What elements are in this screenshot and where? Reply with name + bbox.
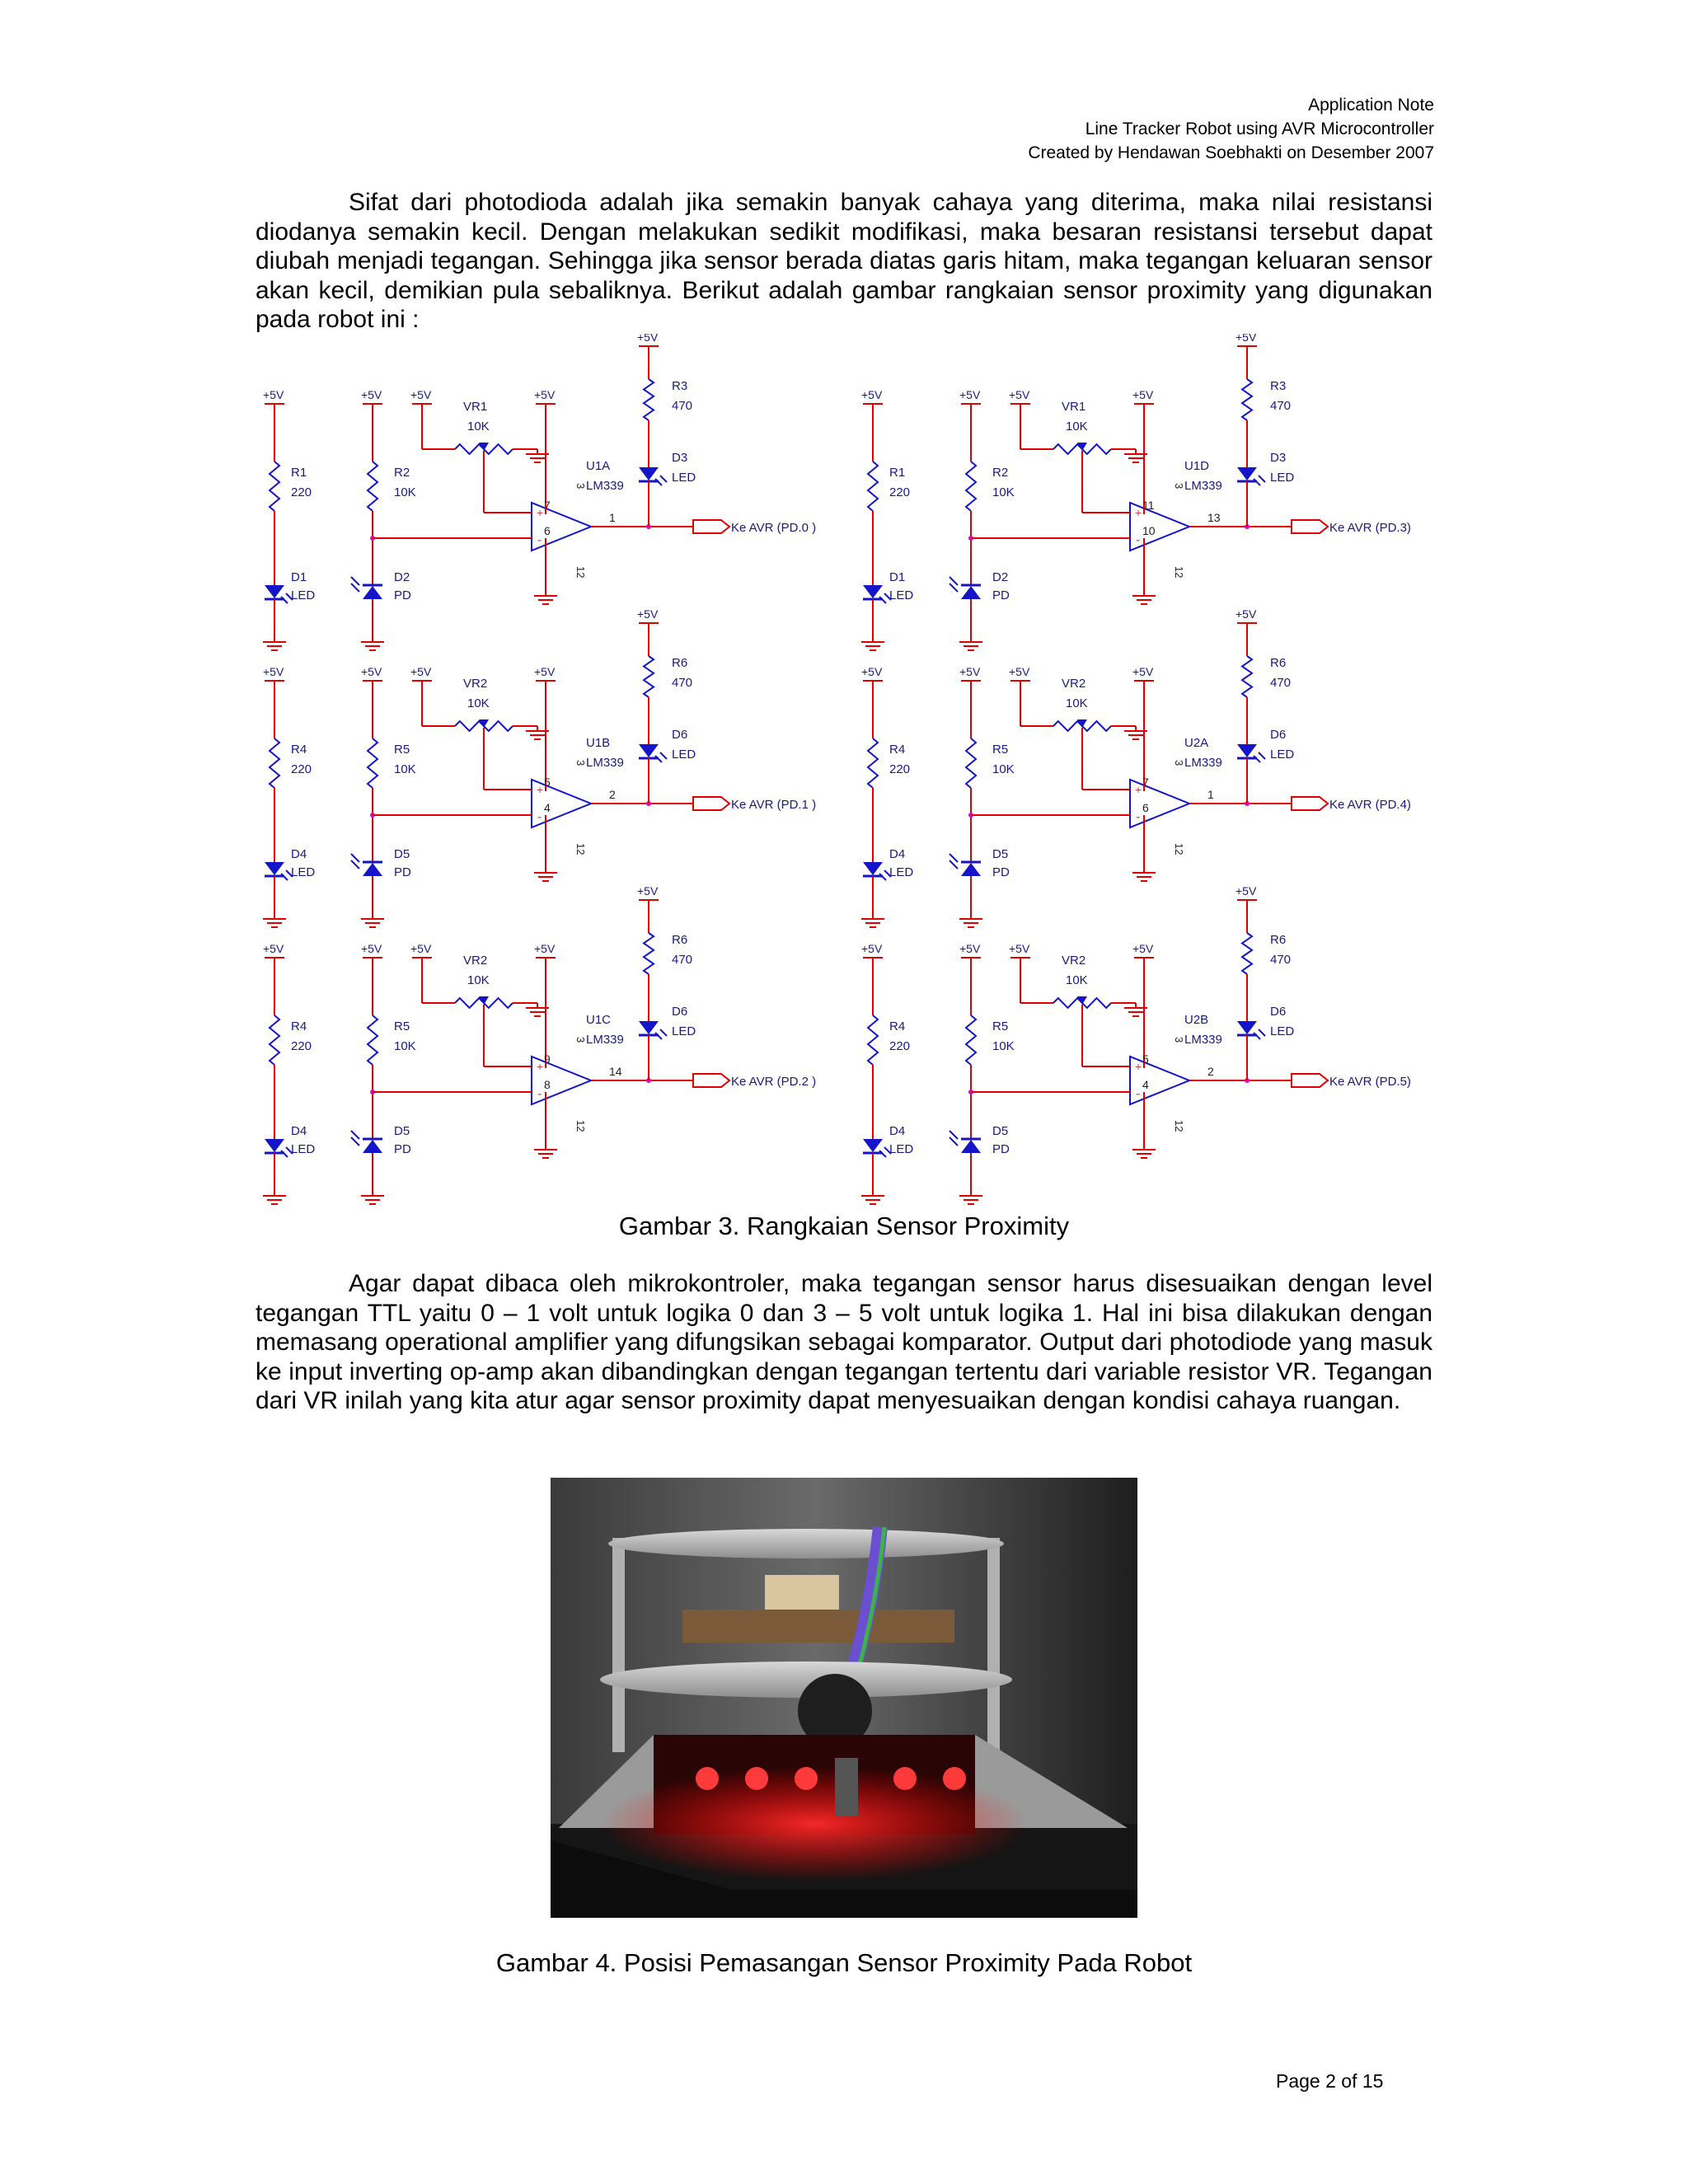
pin-vcc: 3 — [1173, 483, 1185, 490]
resistor-label: R3 — [672, 379, 688, 393]
resistor-icon — [1242, 656, 1252, 697]
led-label: D6 — [672, 1005, 688, 1019]
supply-label: +5V — [534, 388, 556, 401]
supply-label: +5V — [263, 665, 284, 678]
plus-sign: + — [1135, 506, 1142, 519]
resistor-value: 10K — [394, 1039, 416, 1053]
led-value: LED — [672, 1024, 696, 1038]
photodiode-icon-rays — [950, 577, 958, 592]
output-port-icon — [1292, 520, 1328, 533]
resistor-value: 220 — [291, 762, 312, 776]
supply-label: +5V — [263, 388, 284, 401]
figure-3-caption: Gambar 3. Rangkaian Sensor Proximity — [618, 1212, 1070, 1240]
resistor-label: R3 — [1270, 379, 1287, 393]
supply-label: +5V — [1236, 607, 1257, 621]
led-value: LED — [291, 588, 316, 602]
paragraph-comparator: Agar dapat dibaca oleh mikrokontroler, maka tegangan sensor harus disesuaikan dengan level tegangan TTL yaitu 0 – 1 volt untuk logika 0 dan 3 – 5 volt untuk logika 1. Hal ini bisa dilakukan dengan memasang operational amplifier yang difungsikan sebagai komparator. Output dari photodiode yang masuk ke input inverting op-amp akan dibandingkan dengan tegangan tertentu dari variable resistor VR. Tegangan dari VR inilah yang kita atur agar sensor proximity dapat menyesuaikan dengan kondisi cahaya ruangan. — [256, 1270, 1432, 1415]
resistor-value: 470 — [1270, 399, 1292, 413]
resistor-label: R1 — [291, 466, 307, 480]
supply-label: +5V — [1009, 942, 1030, 955]
photodiode-value: PD — [992, 588, 1010, 602]
output-label: Ke AVR (PD.5) — [1329, 1075, 1411, 1089]
photodiode-label: D5 — [992, 847, 1009, 861]
resistor-label: R5 — [992, 743, 1009, 757]
photodiode-icon — [363, 863, 382, 876]
resistor-icon — [966, 1015, 976, 1065]
photodiode-label: D2 — [992, 570, 1009, 584]
pin-out: 14 — [609, 1065, 622, 1078]
plus-sign: + — [1135, 1060, 1142, 1073]
minus-sign: - — [537, 533, 542, 547]
output-label: Ke AVR (PD.0 ) — [731, 521, 817, 535]
supply-label: +5V — [1236, 884, 1257, 898]
opamp-label: U2A — [1184, 736, 1209, 750]
resistor-icon — [368, 738, 377, 788]
led-label: D1 — [889, 570, 906, 584]
resistor-label: R4 — [291, 1019, 307, 1033]
photodiode-icon-rays — [950, 854, 958, 869]
pin-plus: 11 — [1142, 499, 1155, 512]
pin-gnd: 12 — [574, 843, 587, 855]
resistor-value: 10K — [992, 1039, 1015, 1053]
supply-label: +5V — [361, 665, 382, 678]
potentiometer-label: VR2 — [463, 677, 488, 691]
resistor-label: R1 — [889, 466, 906, 480]
header-line-2: Line Tracker Robot using AVR Microcontroller — [1085, 120, 1434, 138]
supply-label: +5V — [1132, 388, 1154, 401]
resistor-label: R6 — [672, 656, 688, 670]
potentiometer-value: 10K — [1066, 419, 1088, 434]
potentiometer-value: 10K — [467, 696, 490, 710]
resistor-label: R4 — [889, 743, 906, 757]
pin-gnd: 12 — [574, 566, 587, 579]
plus-sign: + — [537, 783, 544, 796]
supply-label: +5V — [1009, 388, 1030, 401]
resistor-label: R2 — [992, 466, 1009, 480]
pin-out: 2 — [1207, 1065, 1214, 1078]
supply-label: +5V — [1132, 942, 1154, 955]
pin-vcc: 3 — [574, 483, 587, 490]
pin-minus: 10 — [1142, 524, 1156, 537]
resistor-value: 10K — [992, 762, 1015, 776]
pin-plus: 7 — [544, 499, 551, 512]
led-value: LED — [672, 748, 696, 762]
supply-label: +5V — [861, 942, 883, 955]
output-label: Ke AVR (PD.1 ) — [731, 798, 817, 812]
led-label: D4 — [291, 847, 307, 861]
photodiode-icon — [363, 586, 382, 599]
photodiode-icon-rays — [351, 854, 359, 869]
photodiode-label: D5 — [992, 1124, 1009, 1138]
pin-plus: 5 — [1142, 1052, 1149, 1066]
pin-vcc: 3 — [1173, 1037, 1185, 1043]
led-value: LED — [1270, 748, 1295, 762]
photodiode-value: PD — [394, 865, 411, 879]
resistor-value: 470 — [672, 676, 693, 690]
potentiometer-label: VR1 — [463, 400, 488, 414]
supply-label: +5V — [410, 665, 432, 678]
resistor-icon — [966, 738, 976, 788]
proximity-sensor-schematic — [247, 334, 1442, 1207]
photodiode-icon-rays — [351, 577, 359, 592]
plus-sign: + — [537, 506, 544, 519]
header-line-1: Application Note — [1308, 96, 1434, 115]
resistor-icon — [644, 656, 654, 697]
photodiode-icon-rays — [950, 1131, 958, 1146]
photodiode-icon-rays — [351, 1131, 359, 1146]
resistor-label: R6 — [672, 933, 688, 947]
led-label: D1 — [291, 570, 307, 584]
pin-vcc: 3 — [574, 760, 587, 766]
led-icon — [1237, 1021, 1257, 1034]
pin-out: 13 — [1207, 511, 1221, 524]
supply-label: +5V — [637, 884, 659, 898]
resistor-label: R5 — [992, 1019, 1009, 1033]
photodiode-value: PD — [394, 588, 411, 602]
led-label: D4 — [889, 847, 906, 861]
pin-minus: 6 — [544, 524, 551, 537]
led-value: LED — [889, 865, 914, 879]
resistor-value: 470 — [1270, 676, 1292, 690]
resistor-icon — [868, 1015, 878, 1065]
resistor-value: 470 — [672, 953, 693, 967]
led-icon-rays — [655, 1029, 667, 1039]
pin-out: 2 — [609, 788, 616, 801]
led-icon — [1237, 744, 1257, 757]
resistor-value: 470 — [1270, 953, 1292, 967]
resistor-label: R2 — [394, 466, 410, 480]
resistor-value: 10K — [394, 762, 416, 776]
resistor-icon — [1242, 933, 1252, 974]
header-line-3: Created by Hendawan Soebhakti on Desember 2007 — [1028, 143, 1434, 162]
pin-plus: 9 — [544, 1052, 551, 1066]
resistor-value: 220 — [889, 485, 911, 499]
plus-sign: + — [1135, 783, 1142, 796]
resistor-value: 220 — [889, 1039, 911, 1053]
supply-label: +5V — [637, 607, 659, 621]
led-label: D3 — [1270, 451, 1287, 465]
potentiometer-label: VR2 — [1062, 677, 1086, 691]
pin-plus: 7 — [1142, 776, 1149, 789]
supply-label: +5V — [263, 942, 284, 955]
opamp-type: LM339 — [1184, 756, 1222, 770]
opamp-type: LM339 — [586, 1033, 624, 1047]
pin-gnd: 12 — [1173, 843, 1185, 855]
supply-label: +5V — [410, 942, 432, 955]
supply-label: +5V — [959, 388, 981, 401]
resistor-label: R5 — [394, 1019, 410, 1033]
pin-vcc: 3 — [574, 1037, 587, 1043]
page-number: Page 2 of 15 — [1276, 2070, 1384, 2092]
pin-minus: 6 — [1142, 801, 1149, 814]
led-icon — [265, 1139, 284, 1152]
minus-sign: - — [1136, 533, 1141, 547]
supply-label: +5V — [1009, 665, 1030, 678]
led-value: LED — [672, 471, 696, 485]
led-icon-rays — [655, 752, 667, 762]
resistor-icon — [868, 738, 878, 788]
minus-sign: - — [1136, 810, 1141, 824]
pin-gnd: 12 — [574, 1120, 587, 1132]
supply-label: +5V — [637, 334, 659, 344]
minus-sign: - — [1136, 1087, 1141, 1101]
supply-label: +5V — [959, 942, 981, 955]
supply-label: +5V — [361, 942, 382, 955]
plus-sign: + — [537, 1060, 544, 1073]
led-value: LED — [1270, 471, 1295, 485]
output-port-icon — [693, 1074, 729, 1087]
pin-gnd: 12 — [1173, 566, 1185, 579]
led-value: LED — [889, 588, 914, 602]
potentiometer-value: 10K — [467, 419, 490, 434]
pin-out: 1 — [1207, 788, 1214, 801]
opamp-label: U1B — [586, 736, 611, 750]
pin-minus: 4 — [544, 801, 551, 814]
photodiode-value: PD — [992, 865, 1010, 879]
output-port-icon — [1292, 797, 1328, 810]
resistor-value: 220 — [291, 485, 312, 499]
output-label: Ke AVR (PD.4) — [1329, 798, 1411, 812]
photodiode-label: D5 — [394, 1124, 410, 1138]
supply-label: +5V — [410, 388, 432, 401]
led-label: D6 — [672, 728, 688, 742]
photodiode-icon — [961, 863, 981, 876]
resistor-label: R6 — [1270, 656, 1287, 670]
resistor-value: 470 — [672, 399, 693, 413]
minus-sign: - — [537, 810, 542, 824]
resistor-label: R4 — [889, 1019, 906, 1033]
resistor-value: 10K — [992, 485, 1015, 499]
led-icon-rays — [1254, 476, 1265, 485]
resistor-icon — [368, 1015, 377, 1065]
led-value: LED — [889, 1142, 914, 1156]
paragraph-photodiode: Sifat dari photodioda adalah jika semakin banyak cahaya yang diterima, maka nilai resistansi diodanya semakin kecil. Dengan melakukan sedikit modifikasi, maka besaran resistansi tersebut dapat diubah menjadi tegangan. Sehingga jika sensor berada diatas garis hitam, maka tegangan keluaran sensor akan kecil, demikian pula sebaliknya. Berikut adalah gambar rangkaian sensor proximity yang digunakan pada robot ini : — [256, 189, 1432, 334]
pin-gnd: 12 — [1173, 1120, 1185, 1132]
potentiometer-label: VR1 — [1062, 400, 1086, 414]
led-value: LED — [291, 865, 316, 879]
robot-sensor-photo — [551, 1478, 1137, 1918]
resistor-label: R4 — [291, 743, 307, 757]
photodiode-value: PD — [992, 1142, 1010, 1156]
led-label: D6 — [1270, 728, 1287, 742]
pin-minus: 4 — [1142, 1078, 1149, 1091]
potentiometer-value: 10K — [467, 973, 490, 987]
opamp-type: LM339 — [586, 479, 624, 493]
led-label: D4 — [291, 1124, 307, 1138]
pin-plus: 5 — [544, 776, 551, 789]
photodiode-icon — [961, 586, 981, 599]
supply-label: +5V — [861, 388, 883, 401]
resistor-icon — [1242, 379, 1252, 420]
led-value: LED — [1270, 1024, 1295, 1038]
opamp-label: U2B — [1184, 1013, 1209, 1027]
potentiometer-label: VR2 — [463, 954, 488, 968]
output-label: Ke AVR (PD.2 ) — [731, 1075, 817, 1089]
resistor-icon — [270, 462, 279, 511]
opamp-type: LM339 — [1184, 1033, 1222, 1047]
led-icon — [1237, 467, 1257, 480]
supply-label: +5V — [534, 665, 556, 678]
resistor-icon — [270, 738, 279, 788]
led-label: D4 — [889, 1124, 906, 1138]
led-label: D3 — [672, 451, 688, 465]
output-port-icon — [693, 520, 729, 533]
photodiode-label: D2 — [394, 570, 410, 584]
resistor-icon — [368, 462, 377, 511]
opamp-label: U1A — [586, 459, 611, 473]
resistor-label: R5 — [394, 743, 410, 757]
resistor-value: 220 — [889, 762, 911, 776]
photodiode-icon — [363, 1140, 382, 1153]
photodiode-value: PD — [394, 1142, 411, 1156]
pin-minus: 8 — [544, 1078, 551, 1091]
led-value: LED — [291, 1142, 316, 1156]
opamp-type: LM339 — [1184, 479, 1222, 493]
resistor-icon — [966, 462, 976, 511]
resistor-label: R6 — [1270, 933, 1287, 947]
resistor-icon — [270, 1015, 279, 1065]
resistor-icon — [868, 462, 878, 511]
supply-label: +5V — [959, 665, 981, 678]
resistor-value: 220 — [291, 1039, 312, 1053]
resistor-value: 10K — [394, 485, 416, 499]
opamp-label: U1D — [1184, 459, 1210, 473]
minus-sign: - — [537, 1087, 542, 1101]
output-port-icon — [1292, 1074, 1328, 1087]
opamp-type: LM339 — [586, 756, 624, 770]
photodiode-icon — [961, 1140, 981, 1153]
led-icon-rays — [1254, 1029, 1265, 1039]
supply-label: +5V — [534, 942, 556, 955]
potentiometer-label: VR2 — [1062, 954, 1086, 968]
photodiode-label: D5 — [394, 847, 410, 861]
led-icon-rays — [1254, 752, 1265, 762]
opamp-label: U1C — [586, 1013, 612, 1027]
supply-label: +5V — [1132, 665, 1154, 678]
pin-out: 1 — [609, 511, 616, 524]
supply-label: +5V — [361, 388, 382, 401]
supply-label: +5V — [861, 665, 883, 678]
output-port-icon — [693, 797, 729, 810]
output-label: Ke AVR (PD.3) — [1329, 521, 1411, 535]
led-icon-rays — [655, 476, 667, 485]
led-label: D6 — [1270, 1005, 1287, 1019]
potentiometer-value: 10K — [1066, 973, 1088, 987]
potentiometer-value: 10K — [1066, 696, 1088, 710]
led-icon — [265, 862, 284, 875]
resistor-icon — [644, 933, 654, 974]
figure-4-caption: Gambar 4. Posisi Pemasangan Sensor Proximity Pada Robot — [495, 1948, 1193, 1977]
supply-label: +5V — [1236, 334, 1257, 344]
led-icon — [265, 585, 284, 598]
resistor-icon — [644, 379, 654, 420]
pin-vcc: 3 — [1173, 760, 1185, 766]
